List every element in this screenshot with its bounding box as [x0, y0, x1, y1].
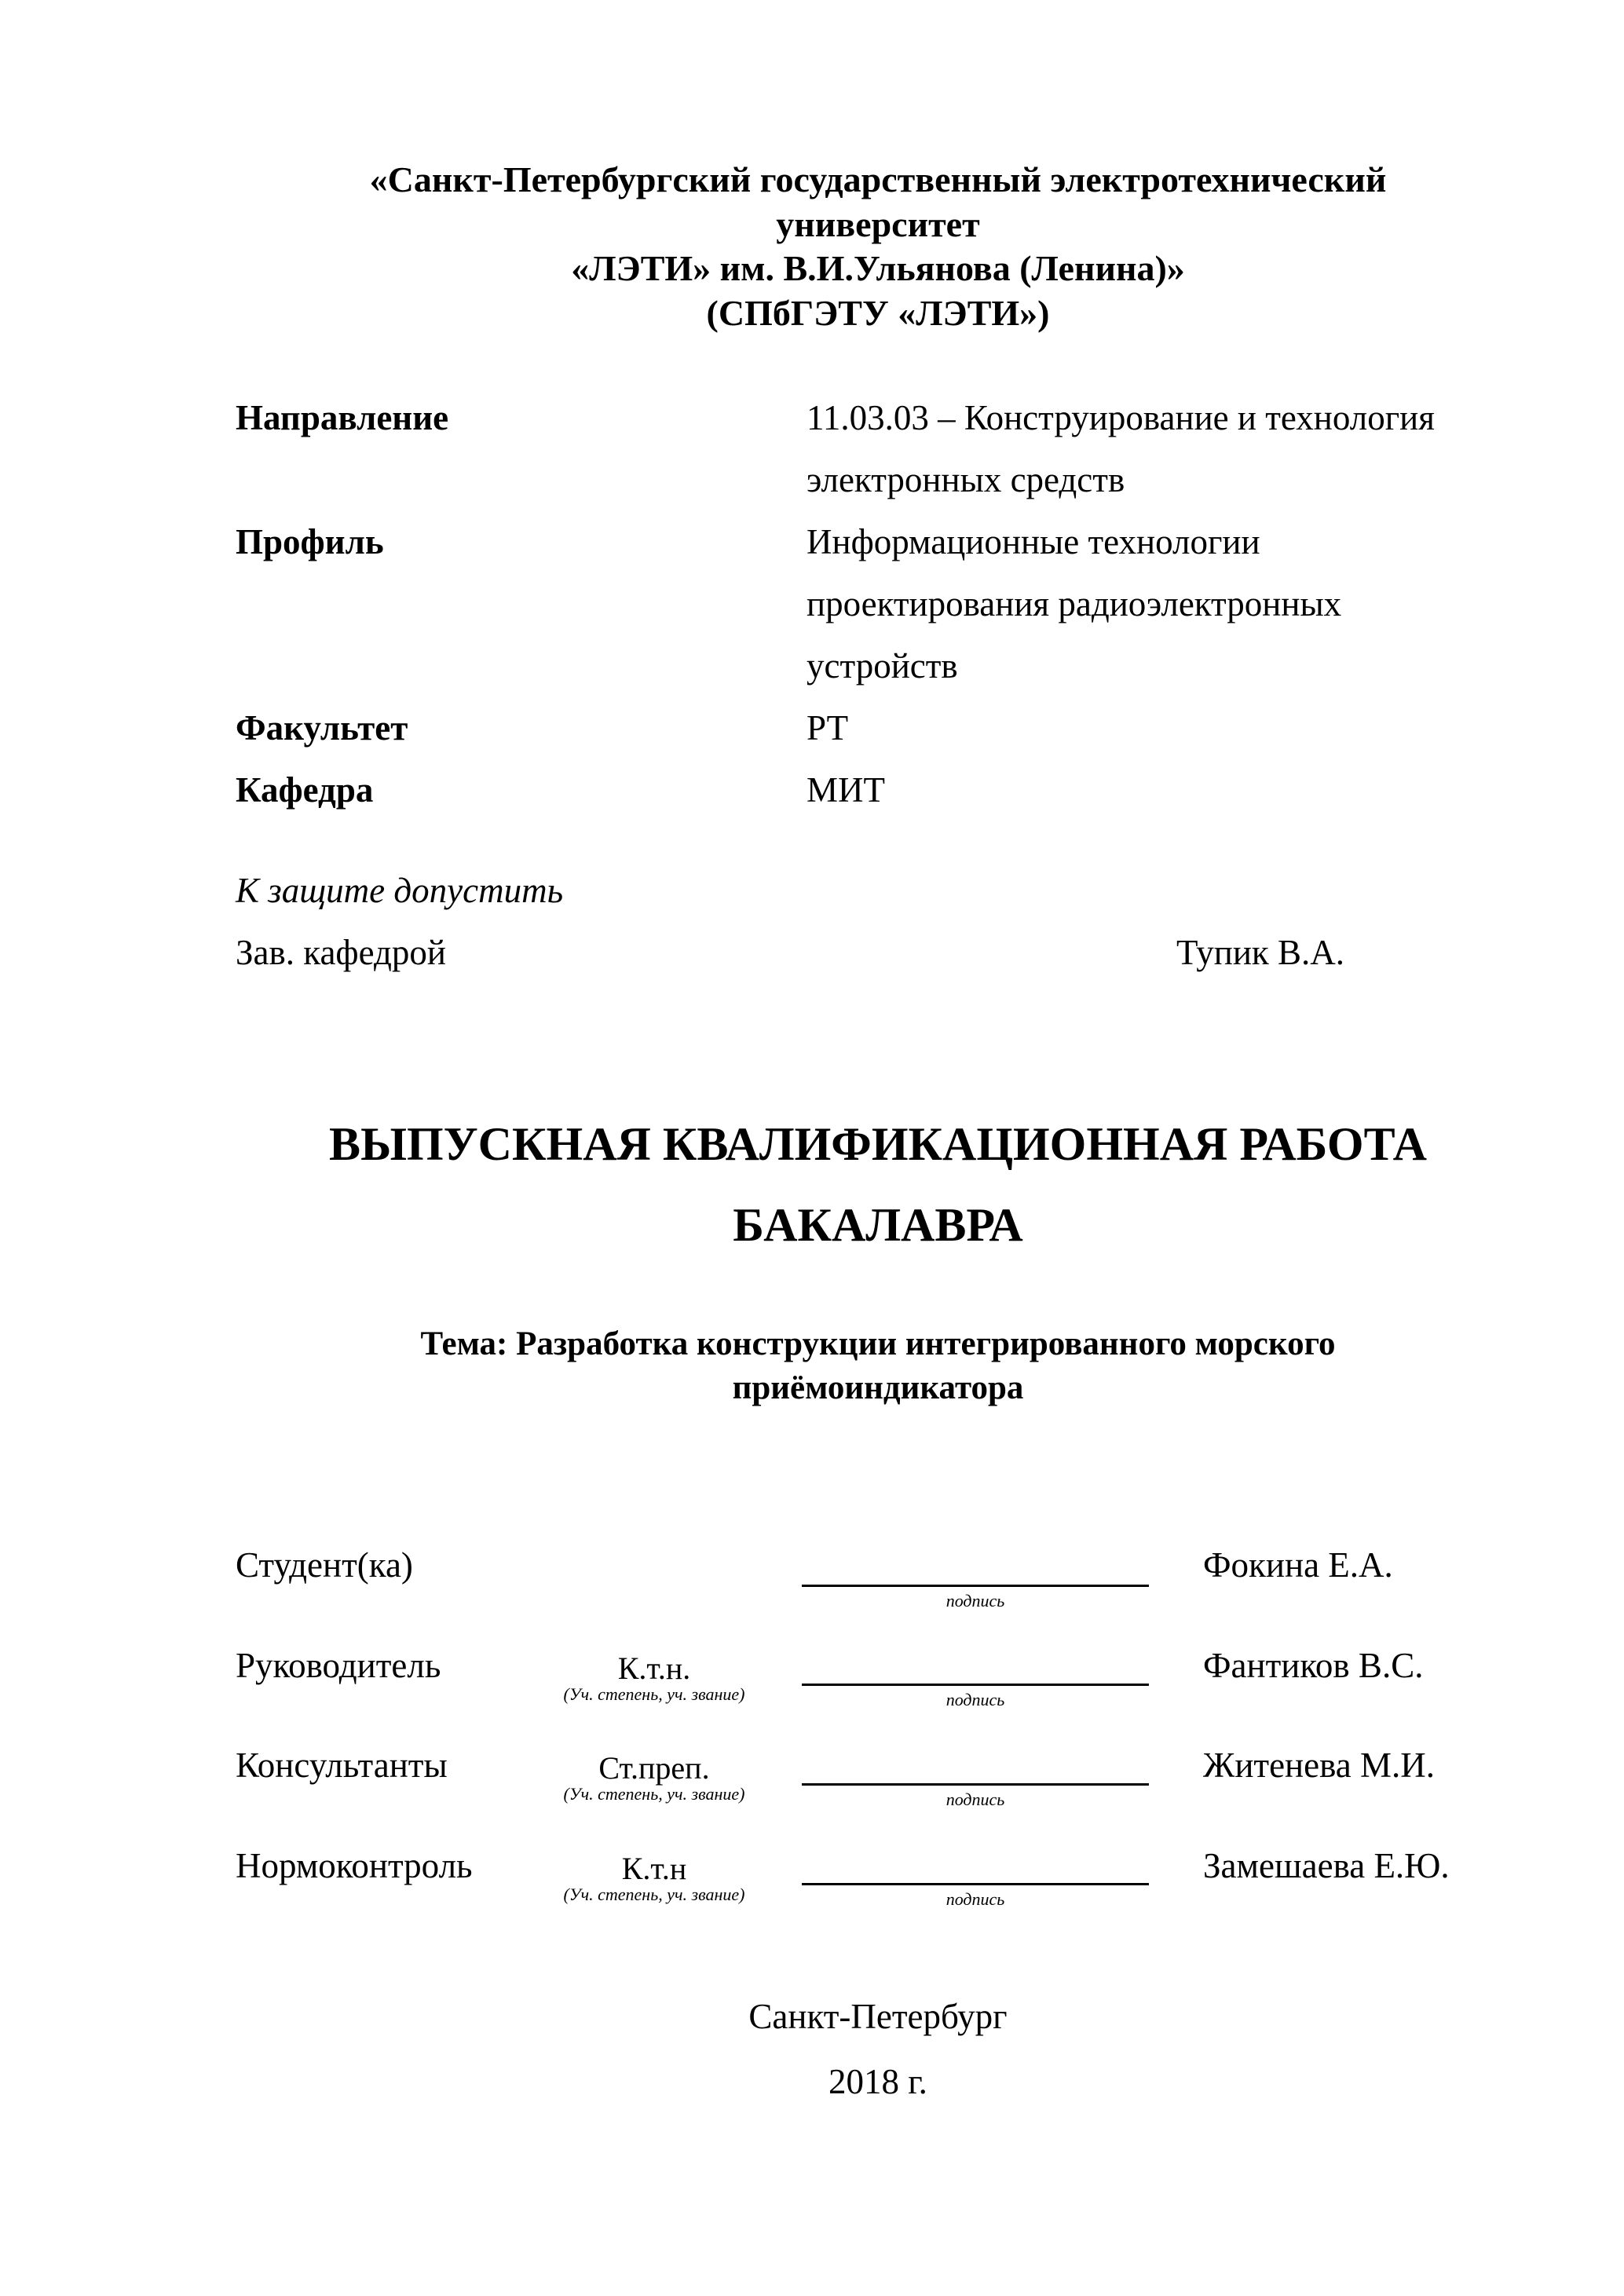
role-label: Руководитель	[236, 1646, 441, 1685]
year: 2018 г.	[828, 2062, 927, 2101]
profile-label: Профиль	[236, 522, 384, 561]
person-name: Фокина Е.А.	[1203, 1545, 1393, 1585]
degree: Ст.преп.	[598, 1750, 710, 1786]
head-name: Тупик В.А.	[1176, 933, 1345, 972]
signature-caption: подпись	[946, 1889, 1005, 1909]
faculty-value: РТ	[807, 708, 849, 748]
signature-caption: подпись	[946, 1690, 1005, 1709]
direction-value: 11.03.03 – Конструирование и технология	[807, 398, 1435, 437]
role-label: Студент(ка)	[236, 1545, 413, 1585]
person-name: Замешаева Е.Ю.	[1203, 1846, 1450, 1885]
header-line: «ЛЭТИ» им. В.И.Ульянова (Ленина)»	[571, 248, 1185, 288]
department-value: МИТ	[807, 770, 885, 810]
signature-caption: подпись	[946, 1790, 1005, 1809]
role-label: Консультанты	[236, 1746, 448, 1785]
header-line: «Санкт-Петербургский государственный электротехнический	[369, 159, 1387, 199]
topic: Тема: Разработка конструкции интегрированного морского	[420, 1325, 1336, 1362]
topic: приёмоиндикатора	[732, 1369, 1024, 1406]
signature-caption: подпись	[946, 1591, 1005, 1610]
work-title: ВЫПУСКНАЯ КВАЛИФИКАЦИОННАЯ РАБОТА	[329, 1118, 1427, 1170]
header-line: университет	[776, 204, 980, 244]
signature-line	[802, 1783, 1149, 1786]
degree: К.т.н	[621, 1851, 687, 1886]
role-label: Нормоконтроль	[236, 1846, 473, 1885]
profile-value: Информационные технологии	[807, 522, 1260, 561]
degree-caption: (Уч. степень, уч. звание)	[563, 1684, 745, 1704]
department-label: Кафедра	[236, 770, 374, 810]
profile-value: проектирования радиоэлектронных	[807, 584, 1342, 623]
direction-label: Направление	[236, 398, 449, 437]
signature-line	[802, 1684, 1149, 1686]
profile-value: устройств	[807, 646, 958, 686]
degree: К.т.н.	[617, 1651, 691, 1686]
direction-value: электронных средств	[807, 460, 1125, 499]
person-name: Фантиков В.С.	[1203, 1646, 1424, 1685]
header-line: (СПбГЭТУ «ЛЭТИ»)	[706, 293, 1050, 333]
signature-line	[802, 1883, 1149, 1885]
city: Санкт-Петербург	[748, 1997, 1008, 2036]
degree-caption: (Уч. степень, уч. звание)	[563, 1784, 745, 1804]
degree-caption: (Уч. степень, уч. звание)	[563, 1885, 745, 1904]
work-title: БАКАЛАВРА	[733, 1199, 1023, 1251]
head-label: Зав. кафедрой	[236, 933, 446, 972]
approval-text: К защите допустить	[236, 871, 564, 910]
faculty-label: Факультет	[236, 708, 408, 748]
person-name: Житенева М.И.	[1203, 1746, 1435, 1785]
signature-line	[802, 1585, 1149, 1587]
